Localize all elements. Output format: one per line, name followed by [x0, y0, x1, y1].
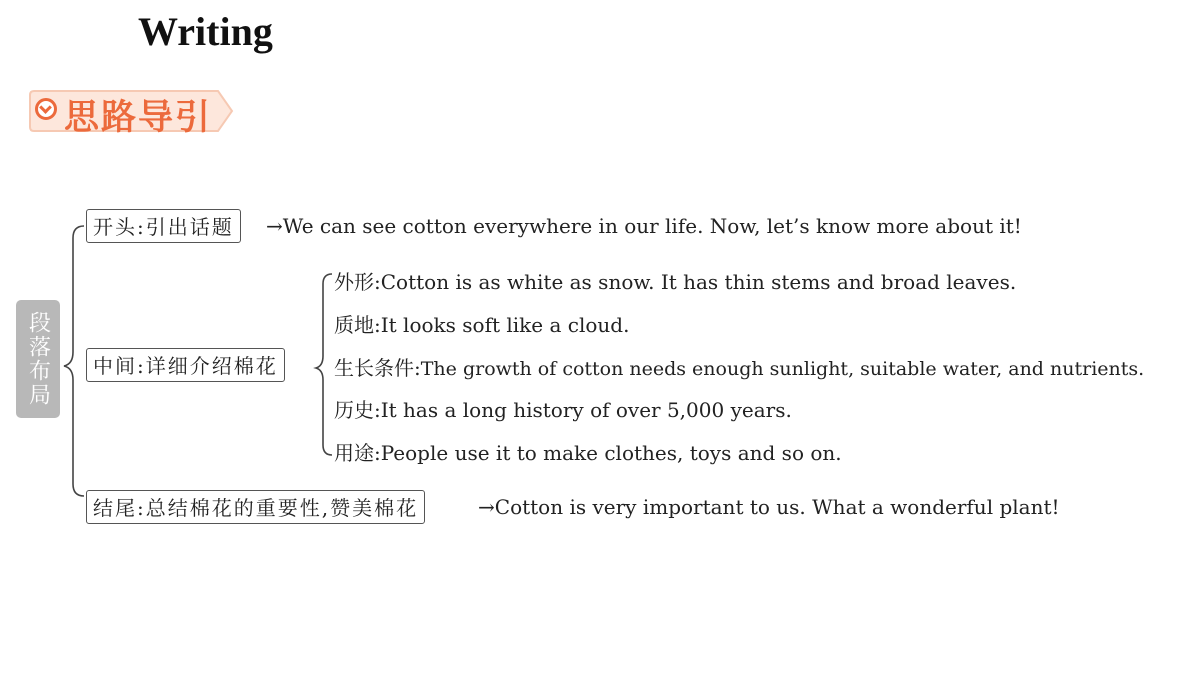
item-label: 用途: — [334, 441, 381, 465]
middle-item — [334, 354, 1144, 383]
page-title: Writing — [138, 9, 273, 54]
item-label: 生长条件: — [334, 356, 421, 380]
item-label: 质地: — [334, 313, 381, 337]
opening-text: We can see cotton everywhere in our life. Now, let’s know more about it! — [282, 214, 1022, 238]
middle-brace — [316, 274, 332, 455]
ending-text: Cotton is very important to us. What a wonderful plant! — [494, 495, 1060, 519]
item-text: Cotton is as white as snow. It has thin stems and broad leaves. — [380, 270, 1017, 294]
middle-item — [334, 311, 629, 339]
middle-box: 中间:详细介绍棉花 — [86, 348, 285, 382]
middle-item — [334, 439, 842, 467]
item-label: 外形: — [334, 270, 381, 294]
banner-title: 思路导引 — [64, 98, 213, 138]
middle-item — [334, 268, 1016, 296]
main-brace — [64, 226, 84, 496]
item-text: People use it to make clothes, toys and so on. — [380, 441, 842, 465]
item-label: 历史: — [334, 398, 381, 422]
layout-label: 段落布局 — [16, 300, 60, 418]
ending-box: 结尾:总结棉花的重要性,赞美棉花 — [86, 490, 425, 524]
arrow-icon: → — [478, 495, 495, 519]
item-text: The growth of cotton needs enough sunlight, suitable water, and nutrients. — [420, 358, 1145, 380]
arrow-icon: → — [266, 214, 283, 238]
item-text: It has a long history of over 5,000 years. — [380, 398, 792, 422]
middle-item — [334, 396, 792, 424]
ending-line — [478, 493, 1060, 521]
opening-line — [266, 212, 1022, 240]
item-text: It looks soft like a cloud. — [380, 313, 630, 337]
opening-box: 开头:引出话题 — [86, 209, 241, 243]
